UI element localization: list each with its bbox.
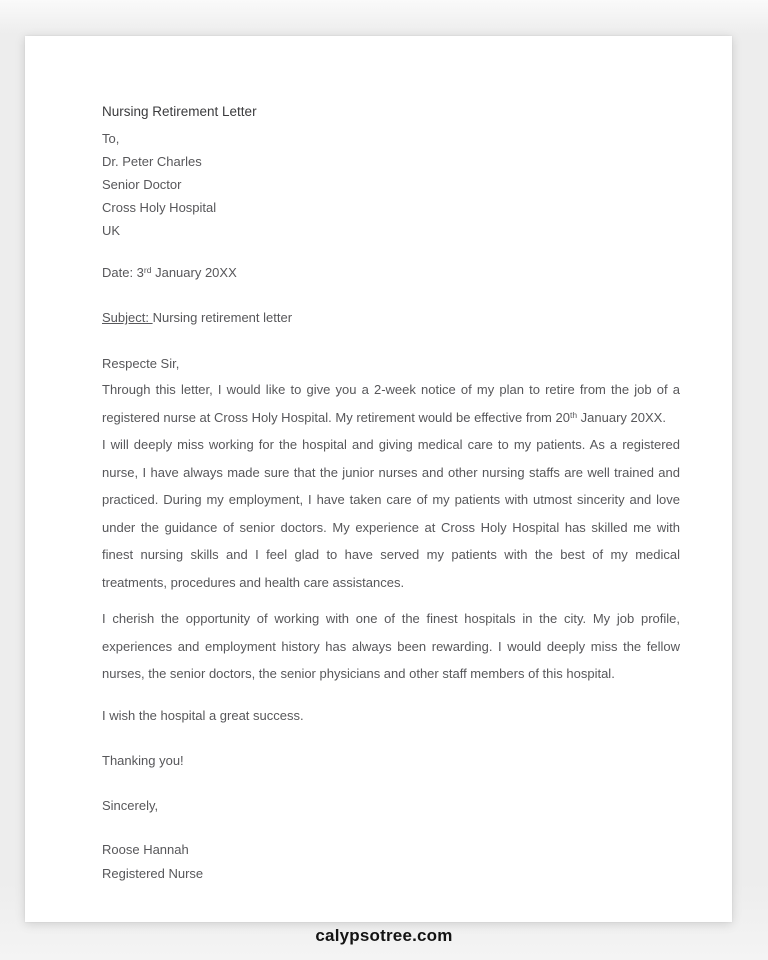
body-paragraph-1 [102, 376, 680, 431]
date-suffix: January 20XX [151, 265, 237, 280]
date-ordinal: rd [143, 265, 152, 275]
recipient-organization: Cross Holy Hospital [102, 200, 217, 215]
recipient-role: Senior Doctor [102, 177, 182, 192]
paragraph-1-text: Through this letter, I would like to give you a 2-week notice of my plan to retire from the job of a registered nurse at Cross Holy Hospital. My retirement would be effective from 20 [102, 382, 680, 425]
subject-label: Subject: [102, 310, 153, 325]
subject-text: Nursing retirement letter [152, 310, 293, 325]
paragraph-1-text-end: January 20XX. [577, 409, 666, 425]
sincerely-line: Sincerely, [102, 797, 159, 813]
recipient-name: Dr. Peter Charles [102, 154, 202, 169]
recipient-to: To, [102, 131, 120, 146]
body-paragraph-3: I cherish the opportunity of working with one of the finest hospitals in the city. My job profile, experiences and employment history has always been rewarding. I would deeply miss the fellow nurses, the senior doctors, the senior physicians and other staff members of this hospital. [102, 611, 680, 681]
footer [0, 926, 768, 946]
thanks-line: Thanking you! [102, 752, 184, 768]
date-prefix: Date: 3 [102, 265, 144, 280]
recipient-country: UK [102, 223, 121, 238]
wish-line: I wish the hospital a great success. [102, 707, 304, 723]
letter-paper [25, 36, 732, 922]
signature-block [102, 838, 680, 886]
signature-title: Registered Nurse [102, 865, 204, 881]
signature-name: Roose Hannah [102, 841, 189, 857]
paragraph-1-ordinal: th [569, 409, 578, 420]
letter-title: Nursing Retirement Letter [102, 104, 257, 119]
date-line [102, 261, 680, 284]
recipient-block [102, 127, 680, 242]
footer-site-name: calypsotree.com [315, 926, 453, 945]
body-paragraph-2: I will deeply miss working for the hospital and giving medical care to my patients. As a registered nurse, I have always made sure that the junior nurses and other nursing staffs are well trained and practiced. During my employment, I have taken care of my patients with utmost sincerity and love under the guidance of senior doctors. My experience at Cross Holy Hospital has skilled me with finest nursing skills and I feel glad to have served my patients with the best of my medical treatments, procedures and health care assistances. [102, 437, 680, 590]
greeting-line: Respecte Sir, [102, 356, 180, 371]
subject-line [102, 306, 680, 329]
